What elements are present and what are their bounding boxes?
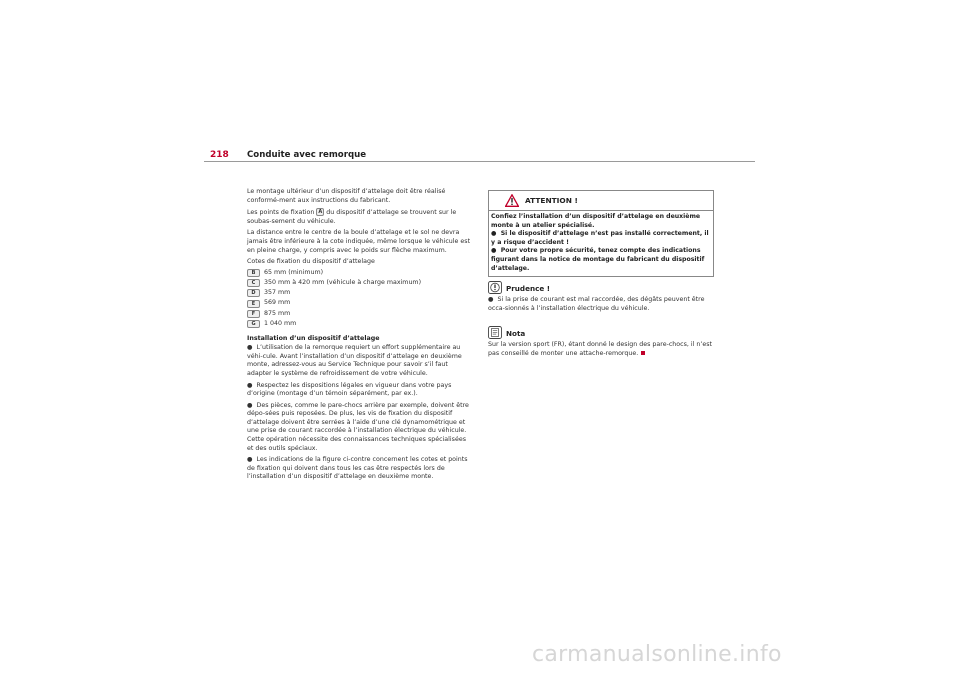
dimension-value: 875 mm bbox=[264, 309, 291, 317]
dimension-value: 65 mm (minimum) bbox=[264, 268, 324, 276]
attention-bullet: ● Pour votre propre sécurité, tenez compte des indications figurant dans la notice de montage du fabricant du dispositif d’attelage. bbox=[491, 247, 705, 272]
bullet-icon: ● bbox=[247, 401, 253, 409]
warning-triangle-icon bbox=[505, 194, 519, 207]
bullet-item: ● L’utilisation de la remorque requiert un effort supplémentaire au véhi-cule. Avant l’installation d’un dispositif d’attelage en deuxième monte, adressez-vous au Service Technique pour savoir s’il faut adapter le système de refroidissement de votre véhicule. bbox=[247, 344, 462, 377]
note-header bbox=[488, 321, 714, 339]
dimensions-list bbox=[247, 268, 472, 330]
dimension-item bbox=[247, 319, 472, 329]
caution-header bbox=[488, 276, 714, 294]
attention-box bbox=[488, 190, 714, 277]
caution-block bbox=[488, 276, 714, 313]
dimension-value: 357 mm bbox=[264, 289, 291, 297]
dimension-item bbox=[247, 278, 472, 288]
note-block bbox=[488, 321, 714, 358]
note-text: Sur la version sport (FR), étant donné le design des pare-chocs, il n’est pas conseillé de monter une attache-remorque. bbox=[488, 341, 713, 357]
page-title: Conduite avec remorque bbox=[247, 150, 367, 160]
caution-icon bbox=[488, 281, 502, 294]
ref-badge: D bbox=[247, 289, 260, 297]
left-column bbox=[247, 188, 472, 485]
attention-bullet: ● Si le dispositif d’attelage n’est pas installé correctement, il y a risque d’accident ! bbox=[491, 230, 709, 246]
attention-header bbox=[489, 191, 713, 211]
ref-badge: C bbox=[247, 279, 260, 287]
dimension-item bbox=[247, 309, 472, 319]
dimension-item bbox=[247, 268, 472, 278]
note-icon bbox=[488, 326, 502, 339]
dimension-item bbox=[247, 288, 472, 298]
bullet-item: ● Des pièces, comme le pare-chocs arrière par exemple, doivent être dépo-sées puis reposées. De plus, les vis de fixation du dispositif d’attelage doivent être serrées à l’aide d’une clé dynamométrique et une prise de courant raccordée à l’installation électrique du véhicule. Cette opération nécessite des connaissances techniques spécialisées et des outils spéciaux. bbox=[247, 401, 469, 452]
attention-title: ATTENTION ! bbox=[525, 196, 578, 205]
end-marker-icon bbox=[641, 351, 645, 355]
dimension-value: 569 mm bbox=[264, 299, 291, 307]
bullet-icon: ● bbox=[247, 381, 253, 389]
intro-paragraph: Le montage ultérieur d’un dispositif d’attelage doit être réalisé conformé-ment aux instructions du fabricant. bbox=[247, 188, 446, 204]
dimension-item bbox=[247, 299, 472, 309]
ref-badge: F bbox=[247, 310, 260, 318]
dimension-value: 350 mm à 420 mm (véhicule à charge maximum) bbox=[264, 278, 422, 286]
note-label: Nota bbox=[506, 329, 526, 339]
bullet-item: ● Les indications de la figure ci-contre concernent les cotes et points de fixation qui doivent dans tous les cas être respectés lors de l’installation d’un dispositif d’attelage en deuxième monte. bbox=[247, 456, 468, 481]
attention-text: Confiez l’installation d’un dispositif d’attelage en deuxième monte à un atelier spécialisé. bbox=[491, 213, 701, 229]
install-heading: Installation d’un dispositif d’attelage bbox=[247, 334, 380, 342]
ref-badge: B bbox=[247, 269, 260, 277]
distance-paragraph: La distance entre le centre de la boule d’attelage et le sol ne devra jamais être inférieure à la cote indiquée, même lorsque le véhicule est en pleine charge, y compris avec le poids sur flèche maximum. bbox=[247, 229, 471, 254]
bullet-icon: ● bbox=[491, 230, 501, 238]
fixation-paragraph: Les points de fixation A du dispositif d’attelage se trouvent sur le soubas-sement du véhicule. bbox=[247, 209, 457, 225]
dimension-value: 1 040 mm bbox=[264, 320, 297, 328]
dimensions-heading: Cotes de fixation du dispositif d’attelage bbox=[247, 258, 375, 266]
attention-body bbox=[489, 211, 713, 276]
caution-text: ● Si la prise de courant est mal raccordée, des dégâts peuvent être occa-sionnés à l’installation électrique du véhicule. bbox=[488, 296, 705, 312]
bullet-icon: ● bbox=[488, 296, 498, 303]
page-number: 218 bbox=[210, 150, 229, 160]
header-divider bbox=[204, 161, 755, 162]
bullet-icon: ● bbox=[491, 247, 501, 255]
ref-badge-a: A bbox=[318, 209, 323, 216]
bullet-icon: ● bbox=[247, 456, 253, 464]
watermark: carmanualsonline.info bbox=[532, 642, 782, 667]
ref-badge: E bbox=[247, 300, 260, 308]
bullet-icon: ● bbox=[247, 344, 253, 352]
ref-badge: G bbox=[247, 320, 260, 328]
bullet-item: ● Respectez les dispositions légales en vigueur dans votre pays d’origine (montage d’un témoin séparément, par ex.). bbox=[247, 381, 452, 398]
caution-label: Prudence ! bbox=[506, 284, 550, 294]
